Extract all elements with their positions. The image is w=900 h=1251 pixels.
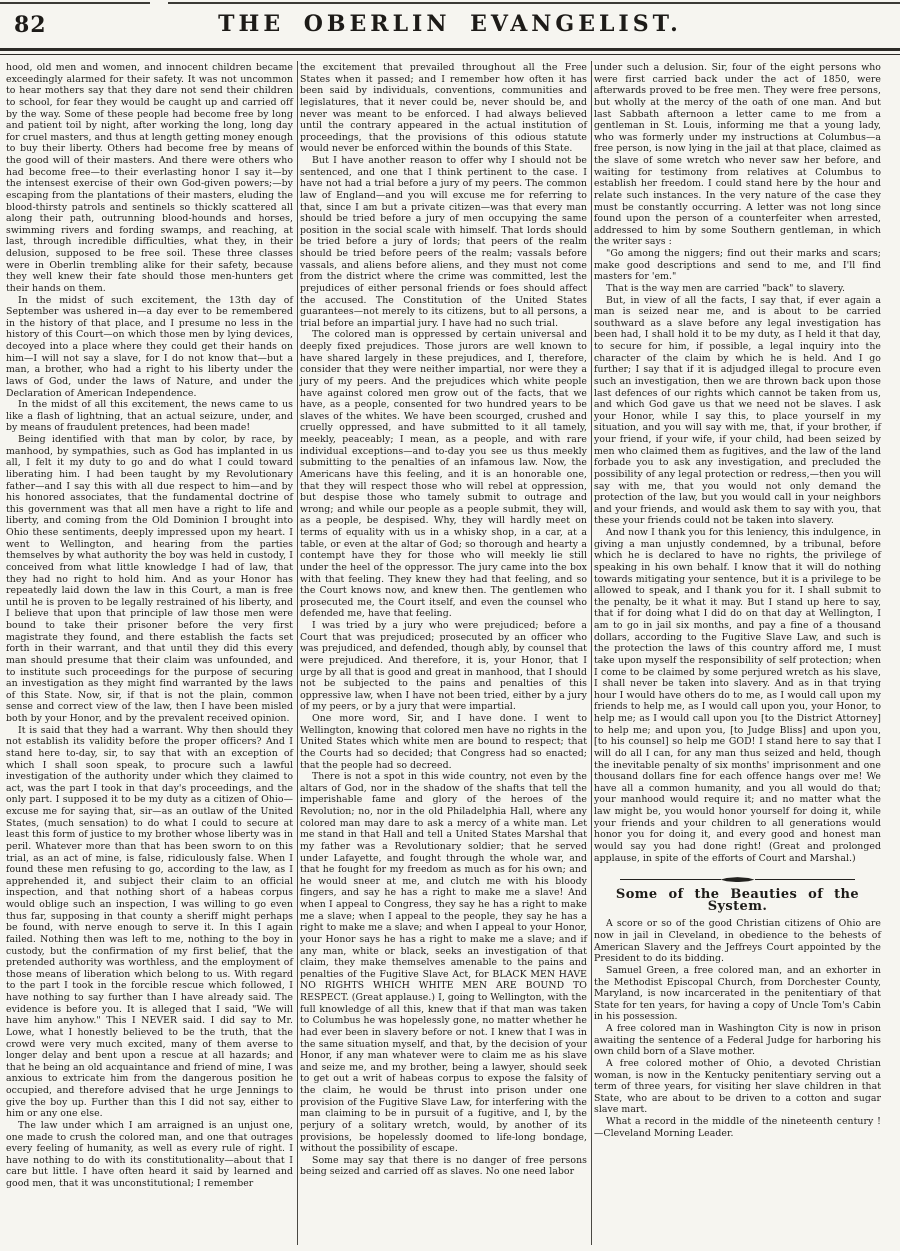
paragraph: That is the way men are carried "back" to slavery.: [606, 282, 846, 294]
paragraph: The colored man is oppressed by certain universal and deeply fixed prejudices. Those jurors are well known to have shared largely in these prejudices, and I, therefore, consider that they were neither impartial, nor were they a jury of my peers. And the prejudices which white people have against colored men grow out of the facts, that we have, as a people, consented for two hundred years to be slaves of the whites. We have been scourged, crushed and cruelly oppressed, and have submitted to it all tamely, meekly, peaceably; I mean, as a people, and with rare individual exceptions—and to-day you see us thus meekly submitting to the penalties of an infamous law. Now, the Americans have this feeling, and it is an honorable one, that they will respect those who will rebel at oppression, but despise those who tamely submit to outrage and wrong; and while our people as a people submit, they will, as a people, be despised. Why, they will hardly meet on terms of equality with us in a whisky shop, in a car, at a table, or even at the altar of God; so thorough and hearty a contempt have they for those who will meekly lie still under the heel of the oppressor. The jury came into the box with that feeling. They knew they had that feeling, and so the Court knows now, and knew then. The gentlemen who prosecuted me, the Court itself, and even the counsel who defended me, have that feeling.: [300, 329, 587, 620]
paragraph: There is not a spot in this wide country, not even by the altars of God, nor in the shadow of the shafts that tell the imperishable fame and glory of the heroes of the Revolution; no, nor in the old Philadelphia Hall, where any colored man may dare to ask a mercy of a white man. Let me stand in that Hall and tell a United States Marshal that my father was a Revolutionary soldier; that he served under Lafayette, and fought through the whole war, and that he fought for my freedom as much as for his own; and he would sneer at me, and clutch me with his bloody fingers, and say he has a right to make me a slave! And when I appeal to Congress, they say he has a right to make me a slave; when I appeal to the people, they say he has a right to make me a slave; and when I appeal to your Honor, your Honor says he has a right to make me a slave; and if any man, white or black, seeks an investigation of that claim, they make themselves amenable to the pains and penalties of the Fugitive Slave Act, for BLACK MEN HAVE NO RIGHTS WHICH WHITE MEN ARE BOUND TO RESPECT. (Great applause.) I, going to Wellington, with the full knowledge of all this, knew that if that man was taken to Columbus he was hopelessly gone, no matter whether he had ever been in slavery before or not. I knew that I was in the same situation myself, and that, by the decision of your Honor, if any man whatever were to claim me as his slave and seize me, and my brother, being a lawyer, should seek to get out a writ of habeas corpus to expose the falsity of the claim, he would be thrust into prison under one provision of the Fugitive Slave Law, for interfering with the man claiming to be in pursuit of a fugitive, and I, by the perjury of a solitary wretch, would, by another of its provisions, be hopelessly doomed to life-long bondage, without the possibility of escape.: [300, 771, 587, 1155]
paragraph: Being identified with that man by color, by race, by manhood, by sympathies, such as God has implanted in us all, I felt it my duty to go and do what I could toward liberating him. I had been taught by my Revolutionary father—and I say this with all due respect to him—and by his honored associates, that the fundamental doctrine of this government was that all men have a right to life and liberty, and coming from the Old Dominion I brought into Ohio these sentiments, deeply impressed upon my heart. I went to Wellington, and hearing from the parties themselves by what authority the boy was held in custody, I conceived from what little knowledge I had of law, that they had no right to hold him. And as your Honor has repeatedly laid down the law in this Court, a man is free until he is proven to be legally restrained of his liberty, and I believe that upon that principle of law those men were bound to take their prisoner before the very first magistrate they found, and there establish the facts set forth in their warrant, and that until they did this every man should presume that their claim was unfounded, and to institute such proceedings for the purpose of securing an investigation as they might find warranted by the laws of this State. Now, sir, if that is not the plain, common sense and correct view of the law, then I have been misled both by your Honor, and by the prevalent received opinion.: [6, 434, 293, 724]
paragraph: under such a delusion. Sir, four of the eight persons who were first carried back under the act of 1850, were afterwards proved to be free men. They were free persons, but wholly at the mercy of the oath of one man. And but last Sabbath afternoon a letter came to me from a gentleman in St. Louis, informing me that a young lady, who was formerly under my instructions at Columbus—a free person, is now lying in the jail at that place, claimed as the slave of some wretch who never saw her before, and waiting for testimony from relatives at Columbus to establish her freedom. I could stand here by the hour and relate such instances. In the very nature of the case they must be constantly occurring. A letter was not long since found upon the person of a counterfeiter when arrested, addressed to him by some Southern gentleman, in which the writer says :: [594, 62, 881, 248]
paragraph: Samuel Green, a free colored man, and an exhorter in the Methodist Episcopal Church, from Dorchester County, Maryland, is now incarcerated in the penitentiary of that State for ten years, for having a copy of Uncle Tom's Cabin in his possession.: [594, 964, 881, 1023]
paragraph: hood, old men and women, and innocent children became exceedingly alarmed for their safety. It was not uncommon to hear mothers say that they dare not send their children to school, for fear they would be caught up and carried off by the way. Some of these people had become free by long and patient toil by night, after working the long, long day for cruel masters, and thus at length getting money enough to buy their liberty. Others had become free by means of the good will of their masters. And there were others who had become free—to their everlasting honor I say it—by the intensest exercise of their own God-given powers;—by escaping from the plantations of their masters, eluding the blood-thirsty patrols and sentinels so thickly scattered all along their path, outrunning blood-hounds and horses, swimming rivers and fording swamps, and reaching, at last, through incredible difficulties, what they, in their delusion, supposed to be free soil. These three classes were in Oberlin trembling alike for their safety, because they well knew their fate should those men-hunters get their hands on them.: [6, 62, 293, 294]
paragraph: In the midst of such excitement, the 13th day of September was ushered in—a day ever to be remembered in the history of that place, and I presume no less in the history of this Court—on which those men by lying devices, decoyed into a place where they could get their hands on him—I will not say a slave, for I do not know that—but a man, a brother, who had a right to his liberty under the laws of God, under the laws of Nature, and under the Declaration of American Independence.: [6, 294, 293, 399]
masthead-row: [0, 0, 900, 46]
paragraph: But, in view of all the facts, I say that, if ever again a man is seized near me, and is about to be carried southward as a slave before any legal investigation has been had, I shall hold it to be my duty, as I held it that day, to secure for him, if possible, a legal inquiry into the character of the claim by which he is held. And I go further; I say that if it is adjudged illegal to procure even such an investigation, then we are thrown back upon those last defences of our rights which cannot be taken from us, and which God gave us that we need not be slaves. I ask your Honor, while I say this, to place yourself in my situation, and you will say with me, that, if your brother, if your friend, if your wife, if your child, had been seized by men who claimed them as fugitives, and the law of the land forbade you to ask any investigation, and precluded the possibility of any legal protection or redress,—then you will say with me, that you would not only demand the protection of the law, but you would call in your neighbors and your friends, and would ask them to say with you, that these your friends could not be taken into slavery.: [594, 294, 881, 527]
paragraph: The law under which I am arraigned is an unjust one, one made to crush the colored man, and one that outrages every feeling of humanity, as well as every rule of right. I have nothing to do with its constitutionality—about that I care but little. I have often heard it said by learned and good men, that it was unconstitutional; I remember: [6, 1119, 293, 1189]
masthead: [0, 0, 900, 55]
masthead-rule: [0, 48, 900, 55]
paragraph: A free colored mother of Ohio, a devoted Christian woman, is now in the Kentucky penitentiary serving out a term of three years, for visiting her slave children in that State, who are about to be driven to a cotton and sugar slave mart.: [594, 1057, 881, 1116]
column-left: [4, 61, 297, 1245]
page-number: 82: [14, 12, 47, 38]
paragraph: And now I thank you for this leniency, this indulgence, in giving a man unjustly condemned, by a tribunal, before which he is declared to have no rights, the privilege of speaking in his own behalf. I know that it will do nothing towards mitigating your sentence, but it is a privilege to be allowed to speak, and I thank you for it. I shall submit to the penalty, be it what it may. But I stand up here to say, that if for doing what I did do on that day at Wellington, I am to go in jail six months, and pay a fine of a thousand dollars, according to the Fugitive Slave Law, and such is the protection the laws of this country afford me, I must take upon myself the responsibility of self protection; when I come to be claimed by some perjured wretch as his slave, I shall never be taken into slavery. And as in that trying hour I would have others do to me, as I would call upon my friends to help me, as I would call upon you, your Honor, to help me; as I would call upon you [to the District Attorney] to help me; and upon you, [to Judge Bliss] and upon you, [to his counsel] so help me GOD! I stand here to say that I will do all I can, for any man thus seized and held, though the inevitable penalty of six months' imprisonment and one thousand dollars fine for each offence hangs over me! We have all a common humanity, and you all would do that; your manhood would require it; and no matter what the law might be, you would honor yourself for doing it, while your friends and your children to all generations would honor you for doing it, and every good and honest man would say you had done right! (Great and prolonged applause, in spite of the efforts of Court and Marshal.): [594, 527, 881, 864]
paragraph: One more word, Sir, and I have done. I went to Wellington, knowing that colored men have no rights in the United States which white men are bound to respect; that the Courts had so decided; that Congress had so enacted; that the people had so decreed.: [300, 713, 587, 771]
section-divider-rule: [620, 877, 855, 882]
column-right: [592, 61, 885, 1245]
paragraph: "Go among the niggers; find out their marks and scars; make good descriptions and send to me, and I'll find masters for 'em.": [594, 248, 881, 283]
paragraph: A free colored man in Washington City is now in prison awaiting the sentence of a Federal Judge for harboring his own child born of a Slave mother.: [594, 1023, 881, 1058]
newspaper-title: THE OBERLIN EVANGELIST.: [218, 11, 682, 37]
paragraph: In the midst of all this excitement, the news came to us like a flash of lightning, that an actual seizure, under, and by means of fraudulent pretences, had been made!: [6, 399, 293, 434]
paragraph: I was tried by a jury who were prejudiced; before a Court that was prejudiced; prosecuted by an officer who was prejudiced, and defended, though ably, by counsel that were prejudiced. And therefore, it is, your Honor, that I urge by all that is good and great in manhood, that I should not be subjected to the pains and penalties of this oppressive law, when I have not been tried, either by a jury of my peers, or by a jury that were impartial.: [300, 620, 587, 713]
paragraph: It is said that they had a warrant. Why then should they not establish its validity before the proper officers? And I stand here to-day, sir, to say that with an exception of which I shall soon speak, to procure such a lawful investigation of the authority under which they claimed to act, was the part I took in that day's proceedings, and the only part. I supposed it to be my duty as a citizen of Ohio—excuse me for saying that, sir—as an outlaw of the United States, (much sensation) to do what I could to secure at least this form of justice to my brother whose liberty was in peril. Whatever more than that has been sworn to on this trial, as an act of mine, is false, ridiculously false. When I found these men refusing to go, according to the law, as I apprehended it, and subject their claim to an official inspection, and that nothing short of a habeas corpus would oblige such an inspection, I was willing to go even thus far, supposing in that county a sheriff might perhaps be found, with nerve enough to serve it. In this I again failed. Nothing then was left to me, nothing to the boy in custody, but the confirmation of my first belief, that the pretended authority was worthless, and the employment of those means of liberation which belong to us. With regard to the part I took in the forcible rescue which followed, I have nothing to say further than I have already said. The evidence is before you. It is alleged that I said, "We will have him anyhow." This I NEVER said. I did say to Mr. Lowe, what I honestly believed to be the truth, that the crowd were very much excited, many of them averse to longer delay and bent upon a rescue at all hazards; and that he being an old acquaintance and friend of mine, I was anxious to extricate him from the dangerous position he occupied, and therefore advised that he urge Jennings to give the boy up. Further than this I did not say, either to him or any one else.: [6, 724, 293, 1120]
paragraph: the excitement that prevailed throughout all the Free States when it passed; and I remember how often it has been said by individuals, conventions, communities and legislatures, that it never could be, never should be, and never was meant to be enforced. I had always believed until the contrary appeared in the actual institution of proceedings, that the provisions of this odious statute would never be enforced within the bounds of this State.: [300, 62, 587, 155]
paragraph: But I have another reason to offer why I should not be sentenced, and one that I think pertinent to the case. I have not had a trial before a jury of my peers. The common law of England—and you will excuse me for referring to that, since I am but a private citizen—was that every man should be tried before a jury of men occupying the same position in the social scale with himself. That lords should be tried before a jury of lords; that peers of the realm should be tried before peers of the realm; vassals before vassals, and aliens before aliens, and they must not come from the district where the crime was committed, lest the prejudices of either personal friends or foes should affect the accused. The Constitution of the United States guarantees—not merely to its citizens, but to all persons, a trial before an impartial jury. I have had no such trial.: [300, 155, 587, 329]
article-body: [0, 55, 900, 1245]
paragraph: A score or so of the good Christian citizens of Ohio are now in jail in Cleveland, in obedience to the behests of American Slavery and the Jeffreys Court appointed by the President to do its bidding.: [594, 918, 881, 965]
paragraph: What a record in the middle of the nineteenth century !—Cleveland Morning Leader.: [594, 1116, 881, 1139]
paragraph: Some may say that there is no danger of free persons being seized and carried off as slaves. No one need labor: [300, 1154, 587, 1178]
column-middle: [298, 61, 591, 1245]
article-heading: Some of the Beauties of the System.: [615, 887, 860, 914]
